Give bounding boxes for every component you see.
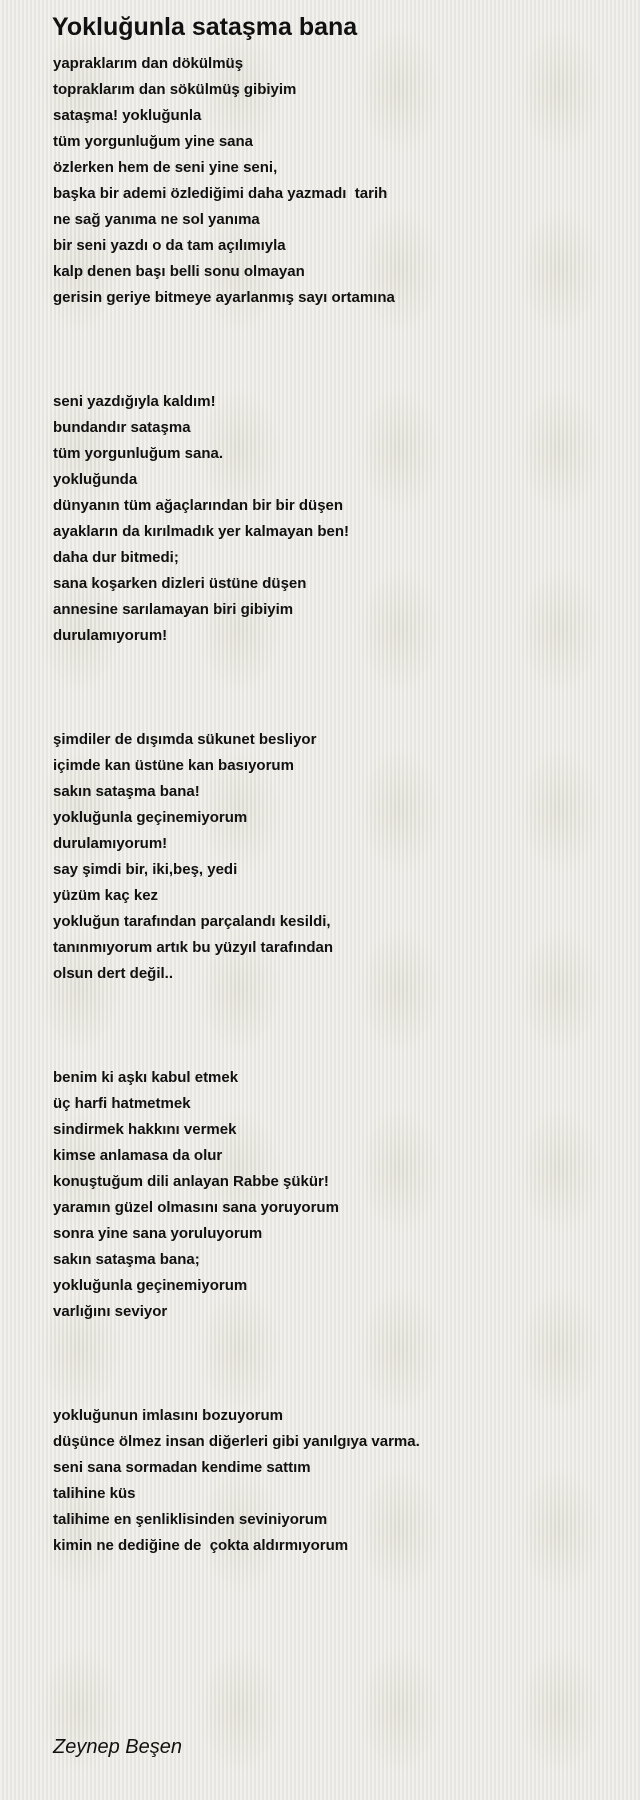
poem-stanza (53, 1403, 633, 1559)
poem-line: seni sana sormadan kendime sattım (53, 1459, 311, 1476)
poem-line: talihime en şenliklisinden seviniyorum (53, 1511, 328, 1528)
poem-body (53, 51, 633, 1637)
poem-line: konuştuğum dili anlayan Rabbe şükür! (53, 1173, 329, 1190)
poem-line: yokluğunda (53, 471, 138, 488)
poem-line: yapraklarım dan dökülmüş (53, 55, 244, 72)
poem-line: içimde kan üstüne kan basıyorum (53, 757, 294, 774)
poem-line: ayakların da kırılmadık yer kalmayan ben! (53, 523, 349, 540)
poem-stanza (53, 1065, 633, 1325)
poem-line: yokluğunun imlasını bozuyorum (53, 1407, 284, 1424)
poem-line: say şimdi bir, iki,beş, yedi (53, 861, 238, 878)
poem-line: sataşma! yokluğunla (53, 107, 202, 124)
poem-line: kimse anlamasa da olur (53, 1147, 223, 1164)
poem-stanza (53, 389, 633, 649)
poem-line: sindirmek hakkını vermek (53, 1121, 237, 1138)
poem-line: kalp denen başı belli sonu olmayan (53, 263, 305, 280)
poem-line: tanınmıyorum artık bu yüzyıl tarafından (53, 939, 334, 956)
poem-line: yokluğun tarafından parçalandı kesildi, (53, 913, 331, 930)
poem-line: sakın sataşma bana; (53, 1251, 200, 1268)
poem-stanza (53, 51, 633, 311)
poem-line: talihine küs (53, 1485, 136, 1502)
poem-line: şimdiler de dışımda sükunet besliyor (53, 731, 317, 748)
poem-line: seni yazdığıyla kaldım! (53, 393, 216, 410)
poem-line: annesine sarılamayan biri gibiyim (53, 601, 294, 618)
poem-line: yüzüm kaç kez (53, 887, 159, 904)
poem-line: ne sağ yanıma ne sol yanıma (53, 211, 260, 228)
poem-line: durulamıyorum! (53, 835, 168, 852)
poem-line: üç harfi hatmetmek (53, 1095, 191, 1112)
poem-line: kimin ne dediğine de çokta aldırmıyorum (53, 1537, 349, 1554)
poem-line: sonra yine sana yoruluyorum (53, 1225, 263, 1242)
poem-line: varlığını seviyor (53, 1303, 168, 1320)
poem-line: düşünce ölmez insan diğerleri gibi yanılgıya varma. (53, 1433, 420, 1450)
poem-line: olsun dert değil.. (53, 965, 174, 982)
poem-line: özlerken hem de seni yine seni, (53, 159, 278, 176)
poem-line: dünyanın tüm ağaçlarından bir bir düşen (53, 497, 344, 514)
poem-line: tüm yorgunluğum sana. (53, 445, 224, 462)
poem-title: Yokluğunla sataşma bana (52, 13, 358, 41)
poem-line: topraklarım dan sökülmüş gibiyim (53, 81, 297, 98)
poem-line: bir seni yazdı o da tam açılımıyla (53, 237, 286, 254)
poem-author[interactable]: Zeynep Beşen (53, 1736, 182, 1758)
poem-line: gerisin geriye bitmeye ayarlanmış sayı ortamına (53, 289, 395, 306)
poem-line: tüm yorgunluğum yine sana (53, 133, 254, 150)
poem-line: daha dur bitmedi; (53, 549, 179, 566)
poem-line: başka bir ademi özlediğimi daha yazmadı tarih (53, 185, 388, 202)
poem-stanza (53, 727, 633, 987)
poem-line: yokluğunla geçinemiyorum (53, 1277, 248, 1294)
poem-line: yokluğunla geçinemiyorum (53, 809, 248, 826)
poem-line: bundandır sataşma (53, 419, 191, 436)
poem-line: yaramın güzel olmasını sana yoruyorum (53, 1199, 339, 1216)
poem-line: sakın sataşma bana! (53, 783, 200, 800)
poem-line: sana koşarken dizleri üstüne düşen (53, 575, 307, 592)
poem-line: benim ki aşkı kabul etmek (53, 1069, 239, 1086)
poem-line: durulamıyorum! (53, 627, 168, 644)
